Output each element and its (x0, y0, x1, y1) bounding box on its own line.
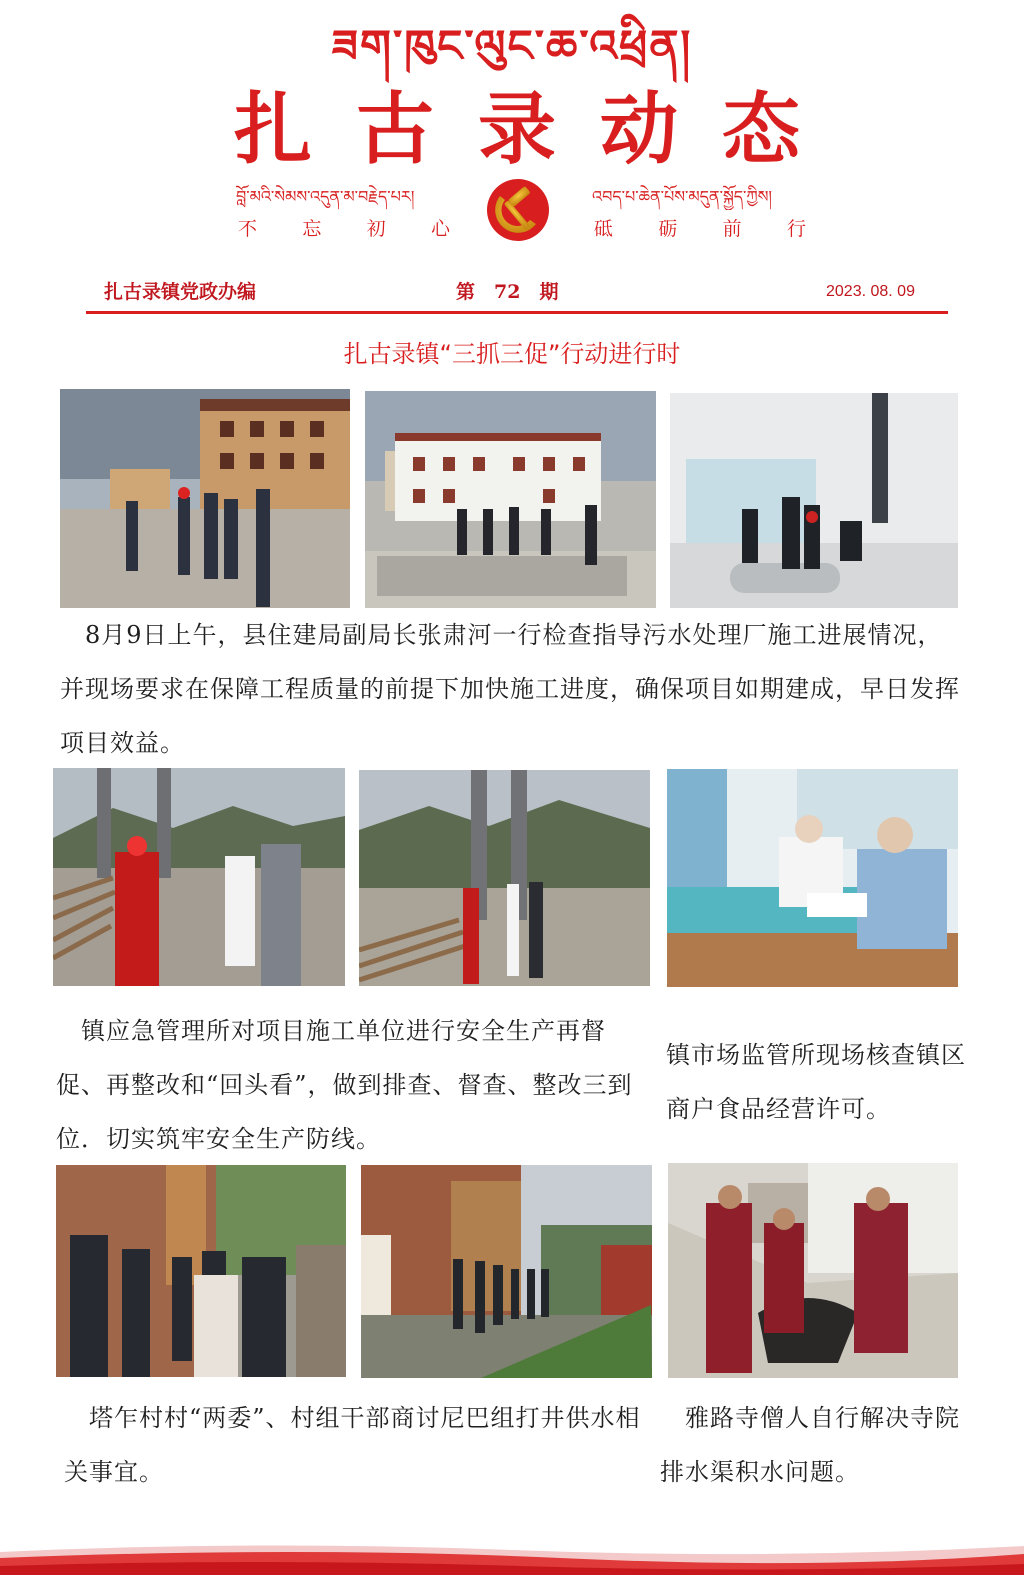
photo-site-inspection-2 (365, 391, 656, 608)
tibetan-slogan-right: འབད་པ་ཆེན་པོས་མདུན་སྐྱོད་ཀྱིས། (592, 187, 772, 206)
tibetan-masthead-title: ཟག་ཁུང་ལུང་ཆ་འཕྲིན། (331, 21, 693, 72)
header-rule (86, 311, 948, 314)
slogan-char: 砺 (658, 218, 678, 240)
tibetan-slogan-left: བློ་མའི་སེམས་འདུན་མ་བརྗེད་པར། (236, 187, 415, 206)
photo-monks-drainage (668, 1163, 958, 1378)
caption-emergency-management: 镇应急管理所对项目施工单位进行安全生产再督促、再整改和“回头看”，做到排查、督查、整改三到位．切实筑牢安全生产防线。 (56, 1017, 633, 1153)
slogan-left (238, 214, 450, 244)
photo-site-inspection-3 (670, 393, 958, 608)
masthead-title: 扎古录动态 (234, 84, 845, 175)
slogan-char: 心 (430, 218, 450, 240)
photo-market-inspection (667, 769, 958, 987)
slogan-char: 初 (366, 218, 386, 240)
slogan-char: 行 (786, 218, 806, 240)
hammer-sickle-icon (480, 178, 556, 244)
editor-credit: 扎古录镇党政办编 (104, 281, 257, 303)
caption-village-committee: 塔乍村村“两委”、村组干部商讨尼巴组打井供水相关事宜。 (64, 1404, 641, 1486)
slogan-char: 砥 (594, 218, 614, 240)
photo-village-meeting-1 (56, 1165, 346, 1377)
slogan-char: 前 (722, 218, 742, 240)
caption-market-supervision: 镇市场监管所现场核查镇区商户食品经营许可。 (666, 1041, 966, 1123)
caption-monastery-drainage: 雅路寺僧人自行解决寺院排水渠积水问题。 (660, 1404, 960, 1486)
article-headline: 扎古录镇“三抓三促”行动进行时 (343, 340, 681, 368)
issue-number: 第 72 期 (456, 281, 559, 303)
footer-band (0, 1536, 1024, 1575)
photo-village-meeting-2 (361, 1165, 652, 1378)
photo-drilling-safety-2 (359, 770, 650, 986)
slogan-char: 忘 (302, 218, 322, 240)
photo-drilling-safety-1 (53, 768, 345, 986)
slogan-char: 不 (238, 218, 258, 240)
photo-site-inspection-1 (60, 389, 350, 608)
caption-sewage-plant: 8月9日上午，县住建局副局长张肃河一行检查指导污水处理厂施工进展情况，并现场要求在保障工程质量的前提下加快施工进度，确保项目如期建成，早日发挥项目效益。 (60, 621, 960, 757)
slogan-right (594, 214, 806, 244)
issue-date: 2023. 08. 09 (826, 283, 915, 300)
